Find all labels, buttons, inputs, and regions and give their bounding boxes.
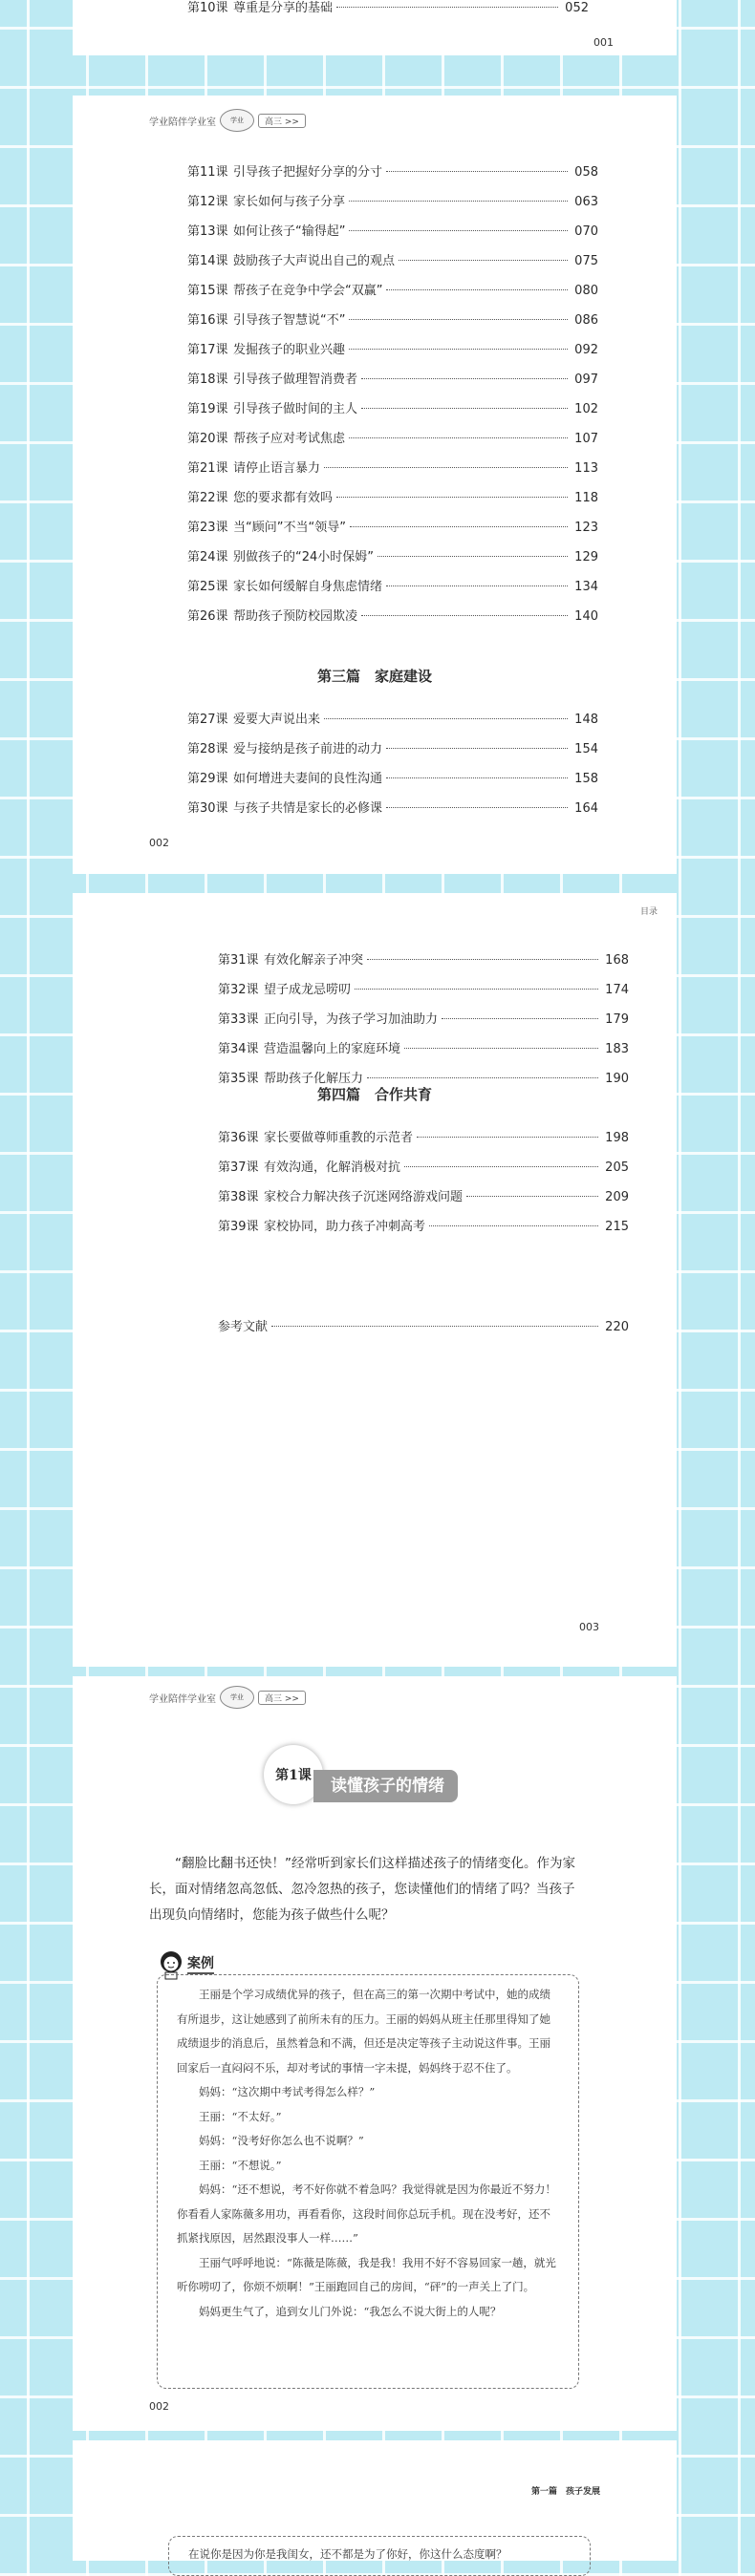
- case-paragraph: 王丽是个学习成绩优异的孩子，但在高三的第一次期中考试中，她的成绩有所退步，这让她感到了前所未有的压力。王丽的妈妈从班主任那里得知了她成绩退步的消息后，虽然着急和不满，但还是决定等孩子主动说这件事。王丽回家后一直闷闷不乐，却对考试的事情一字未提，妈妈终于忍不住了。: [177, 1988, 550, 2075]
- lesson-title-block: [264, 1745, 550, 1812]
- toc-entry-references[interactable]: 参考文献 220: [218, 1320, 629, 1334]
- lesson-number: 第37课: [218, 1160, 259, 1175]
- page-ref: 086: [574, 313, 598, 328]
- page-ref: 097: [574, 373, 598, 387]
- lesson-title: 发掘孩子的职业兴趣: [233, 343, 346, 357]
- lesson-title: 引导孩子做理智消费者: [233, 373, 358, 387]
- lesson-title: 引导孩子把握好分享的分寸: [233, 165, 383, 180]
- lesson-number: 第20课: [187, 432, 228, 446]
- toc-entry[interactable]: [187, 431, 598, 448]
- lesson-title: 帮助孩子化解压力: [264, 1072, 364, 1086]
- page-ref: 113: [574, 461, 598, 476]
- toc-entry[interactable]: [187, 194, 598, 211]
- lesson-number: 第35课: [218, 1072, 259, 1086]
- page-ref: 209: [605, 1190, 629, 1204]
- toc-entry[interactable]: [218, 1011, 629, 1029]
- toc-entry[interactable]: [187, 549, 598, 566]
- grade-tag: 高三 >>: [258, 114, 306, 128]
- toc-entry[interactable]: [218, 1041, 629, 1058]
- lesson-title: 家校合力解决孩子沉迷网络游戏问题: [264, 1190, 464, 1204]
- lesson-title: 家校协同，助力孩子冲刺高考: [264, 1220, 426, 1234]
- lesson-number: 第19课: [187, 402, 228, 416]
- toc-entry[interactable]: [187, 253, 598, 270]
- page-number: 003: [579, 1621, 599, 1633]
- lesson-title: 如何增进夫妻间的良性沟通: [233, 772, 383, 786]
- toc-entry[interactable]: [187, 164, 598, 181]
- lesson-number: 第33课: [218, 1012, 259, 1027]
- page-ref: 183: [605, 1042, 629, 1056]
- toc-entry[interactable]: [187, 579, 598, 596]
- toc-entry[interactable]: [218, 1130, 629, 1147]
- leader-dots: [466, 1196, 598, 1197]
- running-header-right: 第一篇 孩子发展: [530, 2487, 600, 2497]
- series-title: 学业陪伴学业室: [149, 1693, 216, 1705]
- page-ref: 205: [605, 1160, 629, 1175]
- toc-entry[interactable]: [187, 520, 598, 537]
- lesson-title: 引导孩子智慧说“不”: [233, 313, 346, 328]
- case-paragraph: 妈妈更生气了，追到女儿门外说：“我怎么不说大街上的人呢？: [199, 2304, 502, 2318]
- toc-entry[interactable]: 第10课 尊重是分享的基础 052: [187, 1, 589, 15]
- toc-entry[interactable]: [187, 771, 598, 788]
- page-ref: 215: [605, 1220, 629, 1234]
- leader-dots: [324, 467, 568, 468]
- case-label: 案例: [157, 1948, 214, 1980]
- lesson-number: 第34课: [218, 1042, 259, 1056]
- case-paragraph: 妈妈：“这次期中考试考得怎么样？”: [199, 2085, 376, 2098]
- lesson-title: 爱要大声说出来: [233, 713, 321, 727]
- section-heading: 第四篇 合作共育: [316, 1086, 432, 1103]
- lesson-number: 第29课: [187, 772, 228, 786]
- page-ref: 063: [574, 195, 598, 209]
- leader-dots: [355, 989, 598, 990]
- toc-entry[interactable]: [187, 712, 598, 729]
- lesson-title: 如何让孩子“输得起”: [233, 224, 346, 239]
- series-logo-icon: 学业: [220, 1686, 254, 1709]
- leader-dots: [386, 171, 568, 172]
- toc-entry[interactable]: [187, 401, 598, 418]
- case-paragraph: 妈妈：“还不想说，考不好你就不着急吗？我觉得就是因为你最近不努力！你看看人家陈薇多用功，再看看你，这段时间你总玩手机。现在没考好，还不抓紧找原因，居然跟没事人一样……”: [177, 2182, 556, 2245]
- lesson-number: 第38课: [218, 1190, 259, 1204]
- toc-entry[interactable]: [218, 1189, 629, 1206]
- page-number: 001: [593, 36, 614, 49]
- page-ref: 140: [574, 609, 598, 624]
- case-paragraph: 王丽：“不太好。”: [199, 2109, 282, 2123]
- toc-entry[interactable]: [187, 372, 598, 389]
- lesson-number: 第15课: [187, 284, 228, 298]
- page-ref: 118: [574, 491, 598, 505]
- lesson-title: 营造温馨向上的家庭环境: [264, 1042, 401, 1056]
- lesson-number: 第16课: [187, 313, 228, 328]
- lesson-number: 第11课: [187, 165, 228, 180]
- lesson-number: 第21课: [187, 461, 228, 476]
- lesson-title: 望子成龙忌唠叨: [264, 983, 352, 997]
- lesson-number: 第30课: [187, 801, 228, 816]
- lesson-number: 第32课: [218, 983, 259, 997]
- case-paragraph: 王丽气呼呼地说：“陈薇是陈薇，我是我！我用不好不容易回家一趟，就光听你唠叨了，你烦不烦啊！”王丽跑回自己的房间，“砰”的一声关上了门。: [177, 2255, 556, 2293]
- lesson-number: 第18课: [187, 373, 228, 387]
- lesson-number: 第36课: [218, 1131, 259, 1145]
- leader-dots: [399, 260, 568, 261]
- lesson-title: 别做孩子的“24小时保姆”: [233, 550, 375, 564]
- running-header: [149, 1686, 306, 1709]
- toc-entry[interactable]: [187, 283, 598, 300]
- toc-entry[interactable]: [218, 982, 629, 999]
- toc-entry[interactable]: [218, 1219, 629, 1236]
- toc-entry[interactable]: [187, 342, 598, 359]
- series-title: 学业陪伴学业室: [149, 117, 216, 128]
- leader-dots: [386, 585, 568, 586]
- page-toc-1: [73, 0, 677, 55]
- series-logo-icon: 学业: [220, 109, 254, 132]
- lesson-title: 有效沟通，化解消极对抗: [264, 1160, 401, 1175]
- page-ref: 148: [574, 713, 598, 727]
- lesson-title: 请停止语言暴力: [233, 461, 321, 476]
- case-text: [177, 1983, 561, 2324]
- leader-dots: [386, 777, 568, 778]
- leader-dots: [404, 1166, 598, 1167]
- leader-dots: [349, 201, 568, 202]
- page-ref: 102: [574, 402, 598, 416]
- lesson-number: 第23课: [187, 521, 228, 535]
- lesson-number: 第12课: [187, 195, 228, 209]
- leader-dots: [350, 526, 568, 527]
- toc-entry[interactable]: [187, 608, 598, 626]
- page-toc-2: [73, 96, 677, 874]
- lesson-number: 第27课: [187, 713, 228, 727]
- toc-entry[interactable]: [187, 741, 598, 758]
- lesson-title: 帮孩子应对考试焦虑: [233, 432, 346, 446]
- lesson-number: 第14课: [187, 254, 228, 268]
- leader-dots: [324, 718, 568, 719]
- lesson-badge: 第1课: [264, 1745, 323, 1804]
- grade-tag: 高三 >>: [258, 1691, 306, 1705]
- leader-dots: [386, 748, 568, 749]
- toc-entry[interactable]: [187, 224, 598, 241]
- page-ref: 198: [605, 1131, 629, 1145]
- lesson-title: 引导孩子做时间的主人: [233, 402, 358, 416]
- leader-dots: [336, 7, 558, 8]
- lesson-number: 第13课: [187, 224, 228, 239]
- lesson-title: 与孩子共情是家长的必修课: [233, 801, 383, 816]
- lesson-title: 读懂孩子的情绪: [313, 1770, 458, 1802]
- toc-entry[interactable]: [218, 1160, 629, 1177]
- page-ref: 179: [605, 1012, 629, 1027]
- leader-dots: [417, 1137, 598, 1138]
- leader-dots: [442, 1018, 598, 1019]
- lesson-number: 第17课: [187, 343, 228, 357]
- lesson-title: 家长如何与孩子分享: [233, 195, 346, 209]
- page-ref: 092: [574, 343, 598, 357]
- page-ref: 080: [574, 284, 598, 298]
- running-header: [149, 109, 306, 132]
- lesson-number: 第39课: [218, 1220, 259, 1234]
- page-ref: 070: [574, 224, 598, 239]
- lesson-number: 第26课: [187, 609, 228, 624]
- page-ref: 075: [574, 254, 598, 268]
- intro-paragraph: “翻脸比翻书还快！”经常听到家长们这样描述孩子的情绪变化。作为家长，面对情绪忽高忽低、忽冷忽热的孩子，您读懂他们的情绪了吗？当孩子出现负向情绪时，您能为孩子做些什么呢？: [149, 1856, 575, 1923]
- page-number: 002: [149, 2400, 169, 2413]
- leader-dots: [367, 1077, 598, 1078]
- page-ref: 168: [605, 953, 629, 968]
- leader-dots: [378, 556, 568, 557]
- page-ref: 134: [574, 580, 598, 594]
- leader-dots: [361, 615, 568, 616]
- leader-dots: [386, 807, 568, 808]
- leader-dots: [429, 1225, 598, 1226]
- lesson-number: 第31课: [218, 953, 259, 968]
- case-box-continued: 在说你是因为你是我闺女，还不都是为了你好，你这什么态度啊？: [168, 2536, 591, 2576]
- running-header-right: 目录: [639, 907, 658, 917]
- lesson-title: 家长如何缓解自身焦虑情绪: [233, 580, 383, 594]
- lesson-title: 有效化解亲子冲突: [264, 953, 364, 968]
- page-ref: 129: [574, 550, 598, 564]
- leader-dots: [336, 497, 568, 498]
- leader-dots: [349, 319, 568, 320]
- page-ref: 123: [574, 521, 598, 535]
- page-ref: 107: [574, 432, 598, 446]
- toc-entry[interactable]: [187, 490, 598, 507]
- leader-dots: [349, 230, 568, 231]
- lesson-number: 第22课: [187, 491, 228, 505]
- leader-dots: [271, 1326, 598, 1327]
- leader-dots: [361, 378, 568, 379]
- page-ref: 158: [574, 772, 598, 786]
- page-lesson-1: [73, 1676, 677, 2431]
- lesson-title: 您的要求都有效吗: [233, 491, 334, 505]
- lesson-title: 当“顾问”不当“领导”: [233, 521, 346, 535]
- case-paragraph: 王丽：“不想说。”: [199, 2158, 282, 2172]
- case-box: [157, 1974, 579, 2389]
- lesson-title: 家长要做尊师重教的示范者: [264, 1131, 414, 1145]
- leader-dots: [367, 959, 598, 960]
- page-ref: 190: [605, 1072, 629, 1086]
- lesson-number: 第25课: [187, 580, 228, 594]
- lesson-number: 第28课: [187, 742, 228, 756]
- lesson-title: 帮孩子在竞争中学会“双赢”: [233, 284, 383, 298]
- leader-dots: [404, 1048, 598, 1049]
- page-ref: 174: [605, 983, 629, 997]
- toc-entry[interactable]: [187, 312, 598, 330]
- page-ref: 154: [574, 742, 598, 756]
- lesson-title: 爱与接纳是孩子前进的动力: [233, 742, 383, 756]
- case-paragraph: 妈妈：“没考好你怎么也不说啊？”: [199, 2134, 364, 2147]
- toc-entry[interactable]: [187, 800, 598, 818]
- lesson-title: 帮助孩子预防校园欺凌: [233, 609, 358, 624]
- leader-dots: [349, 349, 568, 350]
- lesson-title: 正向引导，为孩子学习加油助力: [264, 1012, 439, 1027]
- page-ref: 058: [574, 165, 598, 180]
- toc-entry[interactable]: [187, 460, 598, 478]
- lesson-number: 第24课: [187, 550, 228, 564]
- page-toc-3: [73, 893, 677, 1667]
- page-ref: 164: [574, 801, 598, 816]
- lesson-title: 鼓励孩子大声说出自己的观点: [233, 254, 396, 268]
- leader-dots: [386, 289, 568, 290]
- page-number: 002: [149, 837, 169, 849]
- page-lesson-1-continued: [73, 2440, 677, 2561]
- leader-dots: [361, 408, 568, 409]
- toc-entry[interactable]: [218, 952, 629, 969]
- leader-dots: [349, 437, 568, 438]
- section-heading: 第三篇 家庭建设: [316, 668, 432, 685]
